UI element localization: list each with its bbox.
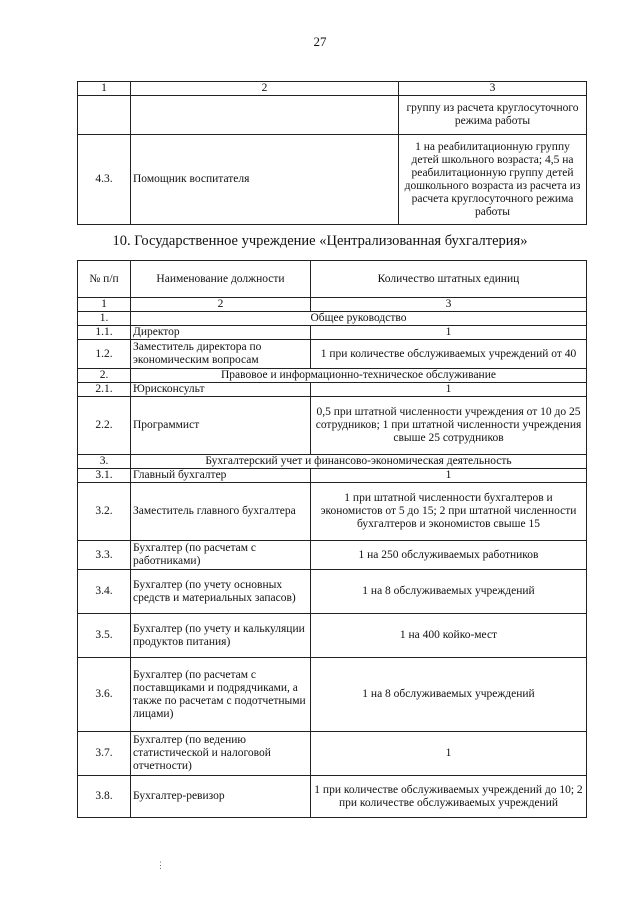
position-name: Заместитель директора по экономическим вопросам [131, 340, 311, 369]
page-number: 27 [313, 34, 327, 49]
table-row [78, 658, 587, 732]
table-row [78, 96, 587, 135]
column-number-row [78, 82, 587, 96]
continuation-table [77, 81, 587, 225]
section-title: Общее руководство [131, 312, 587, 326]
position-name: Заместитель главного бухгалтера [131, 483, 311, 541]
header-position: Наименование должности [131, 261, 311, 298]
position-name: Бухгалтер (по расчетам с работниками) [131, 541, 311, 570]
table-row [78, 570, 587, 614]
section-number: 1. [78, 312, 131, 326]
position-name: Бухгалтер (по ведению статистической и налоговой отчетности) [131, 732, 311, 776]
row-number: 3.2. [78, 483, 131, 541]
section-title: Бухгалтерский учет и финансово-экономическая деятельность [131, 455, 587, 469]
row-number: 2.2. [78, 397, 131, 455]
staff-quantity: 1 [311, 732, 587, 776]
table-row [78, 135, 587, 225]
position-name: Бухгалтер (по расчетам с поставщиками и подрядчиками, а также по расчетам с подотчетными лицами) [131, 658, 311, 732]
row-number: 2.1. [78, 383, 131, 397]
row-number: 3.3. [78, 541, 131, 570]
staff-quantity: 1 при количестве обслуживаемых учреждений от 40 [311, 340, 587, 369]
col-number-3: 3 [399, 82, 587, 96]
col-number-2: 2 [131, 298, 311, 312]
header-quantity: Количество штатных единиц [311, 261, 587, 298]
staff-quantity: 0,5 при штатной численности учреждения от 10 до 25 сотрудников; 1 при штатной численности учреждения свыше 25 сотрудников [311, 397, 587, 455]
position-name: Программист [131, 397, 311, 455]
table-row [78, 541, 587, 570]
position-name: Юрисконсульт [131, 383, 311, 397]
row-number: 4.3. [78, 135, 131, 225]
section-heading: 10. Государственное учреждение «Централизованная бухгалтерия» [112, 233, 528, 249]
col-number-3: 3 [311, 298, 587, 312]
staff-quantity: 1 на 8 обслуживаемых учреждений [311, 570, 587, 614]
position-name: Директор [131, 326, 311, 340]
row-number: 1.2. [78, 340, 131, 369]
staff-quantity: 1 при количестве обслуживаемых учреждений до 10; 2 при количестве обслуживаемых учреждений [311, 776, 587, 818]
position-name: Бухгалтер-ревизор [131, 776, 311, 818]
row-number: 3.7. [78, 732, 131, 776]
col-number-1: 1 [78, 82, 131, 96]
section-number: 3. [78, 455, 131, 469]
staff-quantity: группу из расчета круглосуточного режима работы [399, 96, 587, 135]
header-num: № п/п [78, 261, 131, 298]
position-name [131, 96, 399, 135]
section-row [78, 312, 587, 326]
section-title: Правовое и информационно-техническое обслуживание [131, 369, 587, 383]
staff-quantity: 1 при штатной численности бухгалтеров и экономистов от 5 до 15; 2 при штатной численности бухгалтеров и экономистов свыше 15 [311, 483, 587, 541]
table-row [78, 383, 587, 397]
table-row [78, 397, 587, 455]
row-number: 3.4. [78, 570, 131, 614]
staff-quantity: 1 на 250 обслуживаемых работников [311, 541, 587, 570]
scan-mark: ⋮ [156, 860, 165, 870]
header-row [78, 261, 587, 298]
position-name: Помощник воспитателя [131, 135, 399, 225]
row-number: 3.1. [78, 469, 131, 483]
section-number: 2. [78, 369, 131, 383]
row-number: 1.1. [78, 326, 131, 340]
row-number: 3.6. [78, 658, 131, 732]
staff-quantity: 1 на реабилитационную группу детей школьного возраста; 4,5 на реабилитационную группу детей дошкольного возраста из расчета из расчета круглосуточного режима работы [399, 135, 587, 225]
section-row [78, 455, 587, 469]
col-number-1: 1 [78, 298, 131, 312]
table-row [78, 614, 587, 658]
row-number: 3.8. [78, 776, 131, 818]
staff-quantity: 1 на 400 койко-мест [311, 614, 587, 658]
col-number-2: 2 [131, 82, 399, 96]
column-number-row [78, 298, 587, 312]
table-row [78, 483, 587, 541]
staff-quantity: 1 [311, 383, 587, 397]
staff-quantity: 1 на 8 обслуживаемых учреждений [311, 658, 587, 732]
staff-table [77, 260, 587, 818]
row-number: 3.5. [78, 614, 131, 658]
staff-quantity: 1 [311, 326, 587, 340]
table-row [78, 732, 587, 776]
table-row [78, 776, 587, 818]
table-row [78, 326, 587, 340]
position-name: Главный бухгалтер [131, 469, 311, 483]
position-name: Бухгалтер (по учету основных средств и материальных запасов) [131, 570, 311, 614]
table-row [78, 469, 587, 483]
row-number [78, 96, 131, 135]
staff-quantity: 1 [311, 469, 587, 483]
section-row [78, 369, 587, 383]
table-row [78, 340, 587, 369]
position-name: Бухгалтер (по учету и калькуляции продуктов питания) [131, 614, 311, 658]
